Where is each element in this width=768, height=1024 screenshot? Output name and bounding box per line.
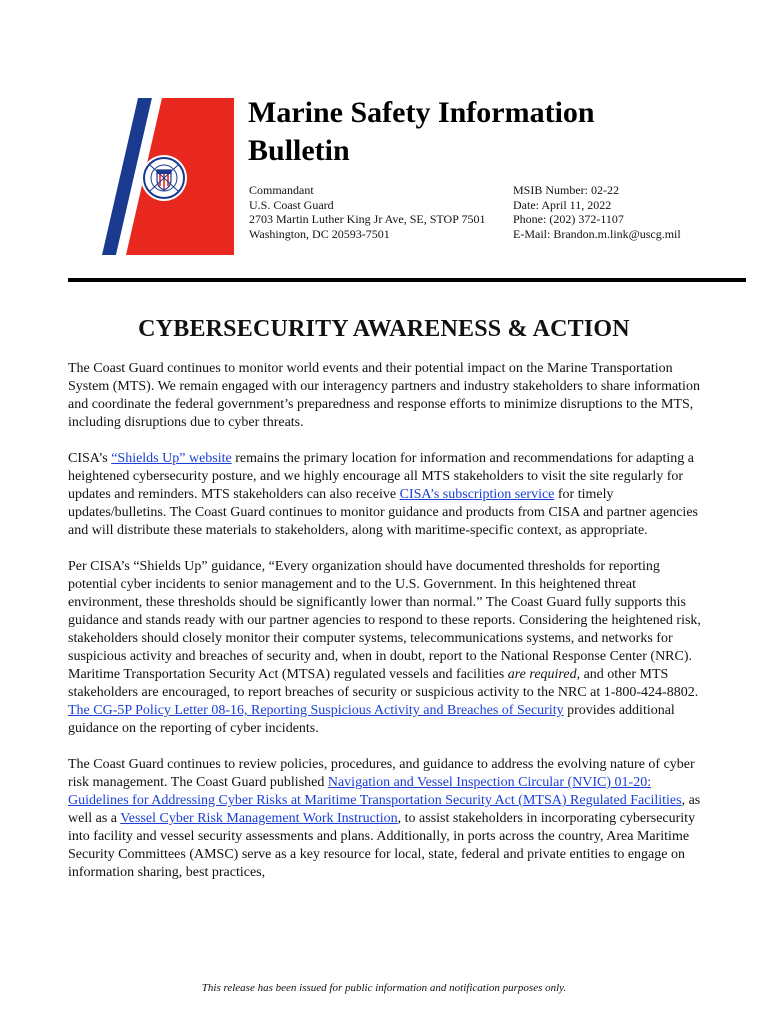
text-run: for timely updates/bulletins. The Coast Guard continues to monitor guidance and products from CISA and partner agencies and will distribute these materials to stakeholders, along with maritime-specific context, as appropriate.: [68, 487, 698, 538]
coast-guard-logo: [102, 98, 234, 255]
text-run: , and other MTS stakeholders are encouraged, to report breaches of security or suspicious activity to the NRC at 1-800-424-8802.: [68, 667, 699, 700]
title-line2: Bulletin: [248, 134, 350, 167]
msib-number: MSIB Number: 02-22: [513, 183, 619, 197]
sender-line: U.S. Coast Guard: [249, 197, 334, 212]
bulletin-date: Date: April 11, 2022: [513, 197, 612, 212]
phone-number: Phone: (202) 372-1107: [513, 212, 624, 226]
shields-up-link[interactable]: “Shields Up” website: [111, 451, 232, 466]
bulletin-info-block: [513, 183, 681, 241]
title-line1: Marine Safety Information: [248, 96, 595, 129]
text-run: remains the primary location for information and recommendations for adapting a heightened cybersecurity posture, and we highly encourage all MTS stakeholders to visit the site regularly for updates and reminders. MTS stakeholders can also receive: [68, 451, 694, 502]
policy-letter-link[interactable]: The CG-5P Policy Letter 08-16, Reporting Suspicious Activity and Breaches of Security: [68, 703, 564, 718]
emphasis-text: are required: [507, 667, 577, 682]
text-run: The Coast Guard continues to review policies, procedures, and guidance to address the evolving nature of cyber risk management. The Coast Guard published: [68, 757, 695, 790]
paragraph-4: [68, 756, 708, 882]
bulletin-body: [68, 360, 708, 900]
paragraph-1: The Coast Guard continues to monitor world events and their potential impact on the Marine Transportation System (MTS). We remain engaged with our interagency partners and industry stakeholders to share information and coordinate the federal government’s preparedness and response efforts to minimize disruptions to the MTS, including disruptions due to cyber threats.: [68, 361, 700, 430]
bulletin-title: [248, 94, 595, 170]
header-divider: [68, 278, 746, 282]
sender-block: [249, 183, 485, 241]
work-instruction-link[interactable]: Vessel Cyber Risk Management Work Instruction: [120, 811, 398, 826]
paragraph-3: [68, 558, 708, 738]
sender-line: Commandant: [249, 183, 314, 197]
email-address: E-Mail: Brandon.m.link@uscg.mil: [513, 226, 681, 241]
sender-line: 2703 Martin Luther King Jr Ave, SE, STOP 7501: [249, 212, 486, 226]
nvic-link[interactable]: Navigation and Vessel Inspection Circular (NVIC) 01-20: Guidelines for Addressing Cyber Risks at Maritime Transportation Security Act (MTSA) Regulated Facilities: [68, 775, 682, 808]
cisa-subscription-link[interactable]: CISA’s subscription service: [399, 487, 555, 502]
text-run: , as well as a: [68, 793, 701, 826]
document-title: CYBERSECURITY AWARENESS & ACTION: [138, 316, 630, 342]
text-run: provides additional guidance on the reporting of cyber incidents.: [68, 703, 675, 736]
seal-icon: [141, 155, 187, 201]
paragraph-2: [68, 450, 708, 540]
text-run: , to assist stakeholders in incorporating cybersecurity into facility and vessel security assessments and plans. Additionally, in ports across the country, Area Maritime Security Committees (AMSC) serve as a key resource for local, state, federal and private entities to engage on information sharing, best practices,: [68, 811, 696, 880]
footer-disclaimer: This release has been issued for public information and notification purposes only.: [201, 982, 567, 994]
text-run: CISA’s: [68, 451, 112, 466]
text-run: Per CISA’s “Shields Up” guidance, “Every organization should have documented thresholds for reporting potential cyber incidents to senior management and to the U.S. Government. In this heightened threat environment, these thresholds should be significantly lower than normal.” The Coast Guard fully supports this guidance and stands ready with our partner agencies to respond to these reports. Considering the heightened risk, stakeholders should closely monitor their computer systems, telecommunications systems, and networks for suspicious activity and breaches of security and, when in doubt, report to the National Response Center (NRC). Maritime Transportation Security Act (MTSA) regulated vessels and facilities: [68, 559, 701, 682]
sender-line: Washington, DC 20593-7501: [249, 226, 390, 241]
